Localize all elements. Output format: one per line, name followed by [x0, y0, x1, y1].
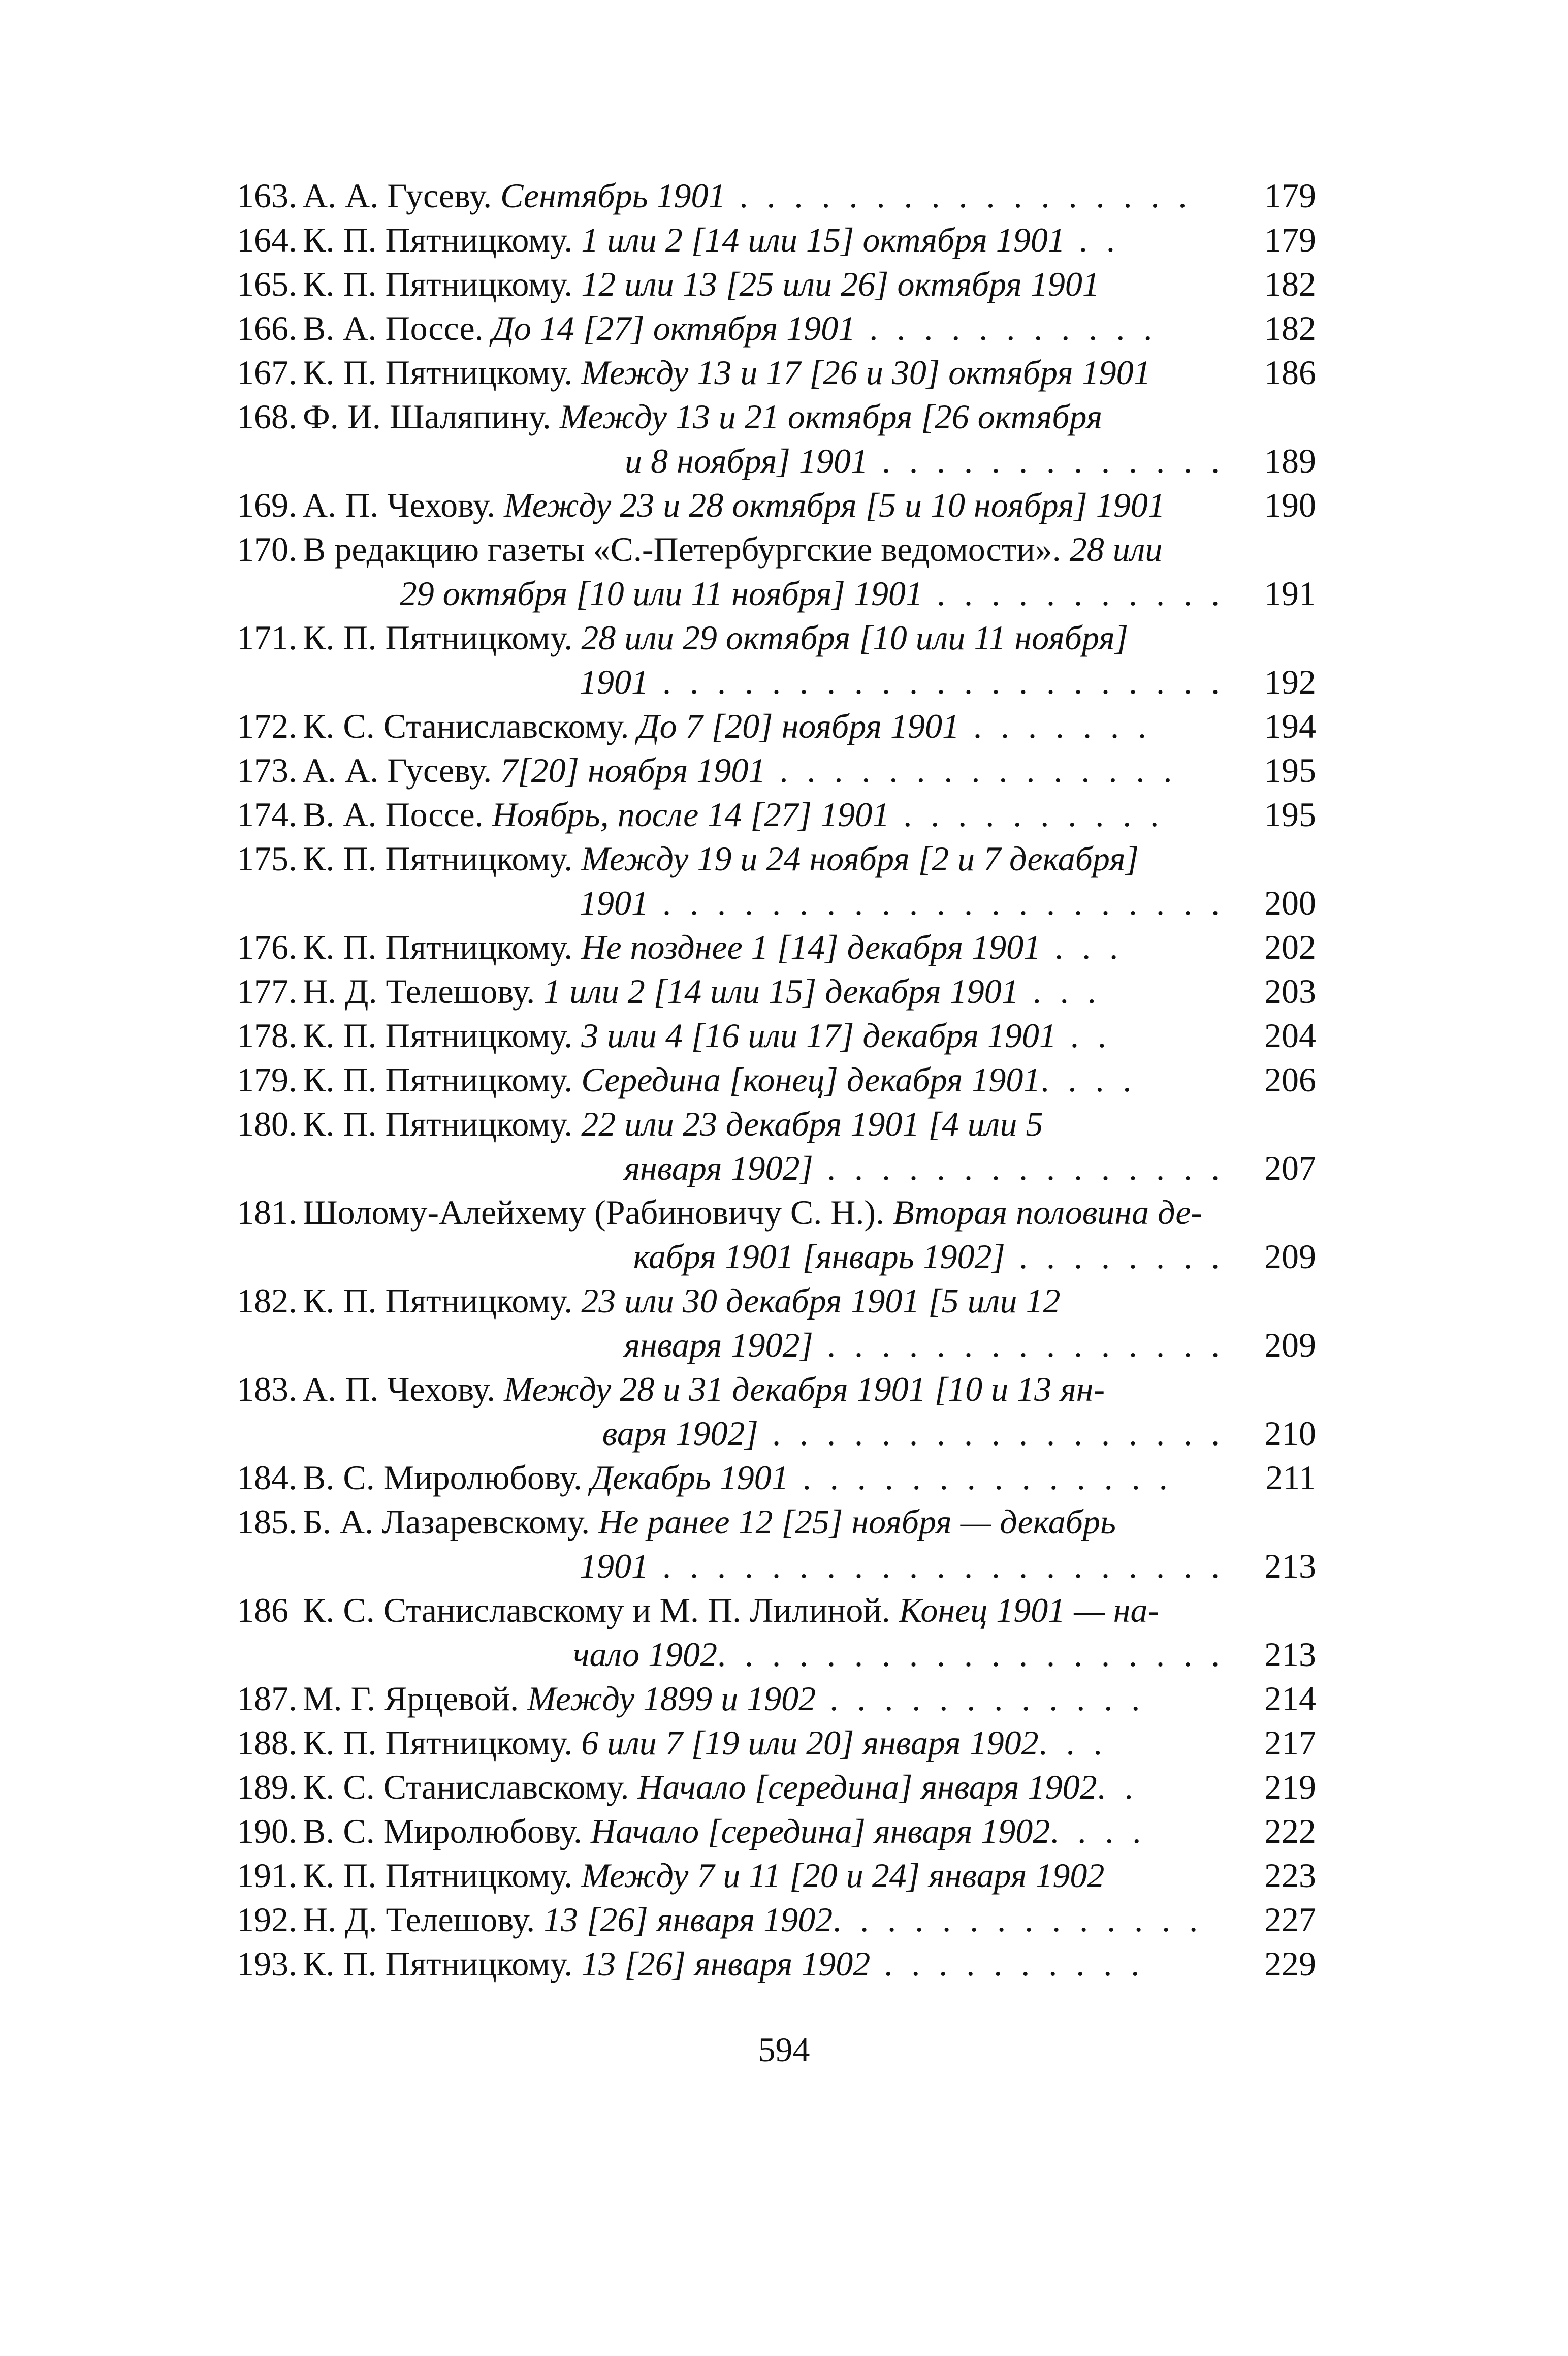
- leader-dots: . . . . . . . . . . . .: [816, 1679, 1145, 1718]
- toc-entry: [237, 1279, 1316, 1367]
- leader-dots: . . . . . . . . . . . . . . .: [813, 1149, 1225, 1187]
- recipient: К. П. Пятницкому.: [303, 1281, 582, 1320]
- letter-date: 23 или 30 декабря 1901 [5 или 12: [581, 1281, 1061, 1320]
- entry-number: 193.: [237, 1944, 297, 1983]
- entry-line: [303, 616, 1225, 660]
- letter-date: Ноябрь, после 14 [27] 1901: [492, 795, 890, 834]
- letter-date: 13 [26] января 1902: [581, 1944, 871, 1983]
- letter-date: Между 13 и 21 октября [26 октября: [559, 397, 1103, 436]
- entry-text: [303, 1721, 1316, 1765]
- entry-text: [303, 1500, 1316, 1588]
- entry-line: [303, 1765, 1316, 1809]
- entry-line: [303, 1014, 1316, 1058]
- leader-dots: . . . .: [1050, 1812, 1146, 1850]
- toc-entry: [237, 306, 1316, 351]
- entry-line: [303, 1190, 1225, 1235]
- page-reference: 179: [1264, 221, 1316, 259]
- entry-line: [303, 1323, 1316, 1367]
- page-reference: 182: [1264, 309, 1316, 348]
- entry-text: [303, 306, 1316, 351]
- letter-date: 12 или 13 [25 или 26] октября 1901: [581, 265, 1100, 303]
- entry-text: [303, 837, 1316, 925]
- table-of-contents: [237, 174, 1316, 1986]
- entry-line: [303, 1146, 1316, 1190]
- recipient: В. С. Миролюбову.: [303, 1812, 591, 1850]
- recipient: А. П. Чехову.: [303, 1370, 504, 1408]
- toc-entry: [237, 1854, 1316, 1898]
- entry-number: 180.: [237, 1105, 297, 1143]
- entry-line: [303, 439, 1316, 483]
- page-reference: 200: [1264, 884, 1316, 922]
- entry-line: [303, 1367, 1225, 1411]
- entry-number: 182.: [237, 1281, 297, 1320]
- letter-date: Сентябрь 1901: [500, 176, 726, 215]
- entry-number: 169.: [237, 486, 297, 524]
- letter-date: 1901: [580, 884, 649, 922]
- recipient: К. П. Пятницкому.: [303, 265, 582, 303]
- entry-text: [303, 793, 1316, 837]
- letter-date: января 1902]: [624, 1149, 813, 1187]
- entry-line: [303, 483, 1316, 527]
- letter-date: Не позднее 1 [14] декабря 1901: [581, 928, 1041, 966]
- entry-line: [303, 881, 1316, 925]
- page-reference: 191: [1264, 574, 1316, 613]
- entry-text: [303, 527, 1316, 616]
- leader-dots: . .: [1056, 1016, 1111, 1055]
- entry-text: [303, 174, 1316, 218]
- entry-number: 166.: [237, 309, 297, 348]
- entry-text: [303, 1058, 1316, 1102]
- entry-text: [303, 1014, 1316, 1058]
- entry-text: [303, 748, 1316, 793]
- entry-text: [303, 1677, 1316, 1721]
- entry-line: [303, 660, 1316, 704]
- entry-number: 177.: [237, 972, 297, 1011]
- entry-text: [303, 1102, 1316, 1190]
- entry-number: 170.: [237, 530, 297, 569]
- page-reference: 179: [1264, 176, 1316, 215]
- letter-date: 7[20] ноября 1901: [500, 751, 766, 790]
- entry-line: [303, 218, 1316, 262]
- toc-entry: [237, 1014, 1316, 1058]
- entry-line: [303, 1809, 1316, 1854]
- recipient: Н. Д. Телешову.: [303, 1900, 544, 1939]
- page-reference: 214: [1264, 1679, 1316, 1718]
- entry-line: [303, 1632, 1316, 1677]
- toc-entry: [237, 483, 1316, 527]
- page-reference: 190: [1264, 486, 1316, 524]
- page-reference: 219: [1264, 1768, 1316, 1806]
- leader-dots: . . . . . . .: [959, 707, 1151, 745]
- recipient: Шолому-Алейхему (Рабиновичу С. Н.).: [303, 1193, 893, 1232]
- letter-date: 13 [26] января 1902: [543, 1900, 833, 1939]
- recipient: Б. А. Лазаревскому.: [303, 1502, 599, 1541]
- recipient: В редакцию газеты «С.-Петербургские ведомости».: [303, 530, 1070, 569]
- toc-entry: [237, 925, 1316, 969]
- letter-date: Середина [конец] декабря 1901: [581, 1060, 1041, 1099]
- entry-line: [303, 527, 1225, 572]
- page-reference: 222: [1264, 1812, 1316, 1850]
- toc-entry: [237, 837, 1316, 925]
- letter-date: чало 1902: [573, 1635, 717, 1674]
- page-reference: 204: [1264, 1016, 1316, 1055]
- entry-line: [303, 1588, 1225, 1632]
- recipient: К. С. Станиславскому.: [303, 707, 638, 745]
- entry-line: [303, 1058, 1316, 1102]
- letter-date: Между 1899 и 1902: [527, 1679, 816, 1718]
- recipient: М. Г. Ярцевой.: [303, 1679, 528, 1718]
- page-reference: 209: [1264, 1326, 1316, 1364]
- letter-date: 28 или: [1069, 530, 1163, 569]
- entry-number: 174.: [237, 795, 297, 834]
- page-number: 594: [758, 2030, 810, 2069]
- toc-entry: [237, 1677, 1316, 1721]
- entry-text: [303, 483, 1316, 527]
- letter-date: января 1902]: [624, 1326, 813, 1364]
- entry-number: 167.: [237, 353, 297, 392]
- entry-line: [303, 1235, 1316, 1279]
- entry-number: 172.: [237, 707, 297, 745]
- recipient: К. П. Пятницкому.: [303, 1060, 582, 1099]
- entry-line: [303, 306, 1316, 351]
- letter-date: Между 7 и 11 [20 и 24] января 1902: [581, 1856, 1105, 1895]
- entry-line: [303, 748, 1316, 793]
- entry-number: 187.: [237, 1679, 297, 1718]
- leader-dots: . . . . . . . . . . . . .: [868, 442, 1225, 480]
- page-reference: 217: [1264, 1723, 1316, 1762]
- entry-text: [303, 1854, 1316, 1898]
- entry-number: 173.: [237, 751, 297, 790]
- leader-dots: . . . . . . . . . . . . . .: [788, 1458, 1173, 1497]
- entry-line: [303, 1544, 1316, 1588]
- page-reference: 210: [1264, 1414, 1316, 1453]
- page-reference: 211: [1265, 1458, 1316, 1497]
- entry-line: [303, 1854, 1316, 1898]
- toc-entry: [237, 1500, 1316, 1588]
- page-reference: 213: [1264, 1635, 1316, 1674]
- entry-number: 176.: [237, 928, 297, 966]
- leader-dots: . . . . . . . . . . . . . . . . . . .: [717, 1635, 1225, 1674]
- leader-dots: . . . . . . . . . . . . . . .: [765, 751, 1177, 790]
- recipient: А. А. Гусеву.: [303, 751, 501, 790]
- entry-line: [303, 1411, 1316, 1456]
- toc-entry: [237, 704, 1316, 748]
- entry-text: [303, 616, 1316, 704]
- toc-entry: [237, 1102, 1316, 1190]
- entry-number: 192.: [237, 1900, 297, 1939]
- entry-number: 188.: [237, 1723, 297, 1762]
- page-reference: 182: [1264, 265, 1316, 303]
- leader-dots: . . . . . . . . . . . . . . . . .: [725, 176, 1192, 215]
- recipient: В. С. Миролюбову.: [303, 1458, 591, 1497]
- entry-line: [303, 925, 1316, 969]
- recipient: К. П. Пятницкому.: [303, 1105, 582, 1143]
- entry-line: [303, 262, 1316, 306]
- letter-date: Вторая половина де-: [892, 1193, 1203, 1232]
- entry-number: 183.: [237, 1370, 297, 1408]
- entry-number: 181.: [237, 1193, 297, 1232]
- toc-entry: [237, 395, 1316, 483]
- toc-entry: [237, 1721, 1316, 1765]
- entry-text: [303, 351, 1316, 395]
- toc-entry: [237, 793, 1316, 837]
- leader-dots: . . . . . . . . . . . . . . . . .: [758, 1414, 1225, 1453]
- toc-entry: [237, 748, 1316, 793]
- entry-number: 168.: [237, 397, 297, 436]
- entry-line: [303, 351, 1316, 395]
- recipient: К. П. Пятницкому.: [303, 839, 582, 878]
- page-reference: 195: [1264, 795, 1316, 834]
- leader-dots: . . .: [1041, 928, 1124, 966]
- entry-text: [303, 1279, 1316, 1367]
- page-reference: 206: [1264, 1060, 1316, 1099]
- entry-text: [303, 704, 1316, 748]
- letter-date: Между 13 и 17 [26 и 30] октября 1901: [581, 353, 1151, 392]
- leader-dots: . . .: [1038, 1723, 1107, 1762]
- entry-line: [303, 395, 1225, 439]
- recipient: К. П. Пятницкому.: [303, 353, 582, 392]
- leader-dots: . . . . . . . . . . . . . . . . . . . . .: [649, 663, 1225, 701]
- page-reference: 202: [1264, 928, 1316, 966]
- entry-text: [303, 1367, 1316, 1456]
- toc-entry: [237, 1190, 1316, 1279]
- entry-number: 164.: [237, 221, 297, 259]
- page-reference: 195: [1264, 751, 1316, 790]
- page-reference: 209: [1264, 1237, 1316, 1276]
- entry-text: [303, 1942, 1316, 1986]
- leader-dots: . . . . . . . . . . . . . . . . . . . . .: [649, 884, 1225, 922]
- recipient: К. П. Пятницкому.: [303, 928, 582, 966]
- recipient: А. П. Чехову.: [303, 486, 504, 524]
- entry-line: [303, 174, 1316, 218]
- page-reference: 213: [1264, 1547, 1316, 1585]
- toc-entry: [237, 218, 1316, 262]
- page-reference: 194: [1264, 707, 1316, 745]
- letter-date: Декабрь 1901: [590, 1458, 789, 1497]
- entry-number: 185.: [237, 1502, 297, 1541]
- entry-number: 165.: [237, 265, 297, 303]
- entry-text: [303, 1898, 1316, 1942]
- page-reference: 227: [1264, 1900, 1316, 1939]
- toc-entry: [237, 1765, 1316, 1809]
- recipient: К. П. Пятницкому.: [303, 1856, 582, 1895]
- toc-entry: [237, 351, 1316, 395]
- entry-text: [303, 1456, 1316, 1500]
- entry-number: 191.: [237, 1856, 297, 1895]
- entry-line: [303, 793, 1316, 837]
- entry-number: 186: [237, 1591, 289, 1629]
- entry-line: [303, 969, 1316, 1014]
- entry-text: [303, 1190, 1316, 1279]
- toc-entry: [237, 1588, 1316, 1677]
- letter-date: До 14 [27] октября 1901: [492, 309, 856, 348]
- entry-number: 179.: [237, 1060, 297, 1099]
- page-reference: 189: [1264, 442, 1316, 480]
- recipient: А. А. Гусеву.: [303, 176, 501, 215]
- toc-entry: [237, 1898, 1316, 1942]
- letter-date: Начало [середина] января 1902: [590, 1812, 1050, 1850]
- recipient: К. П. Пятницкому.: [303, 1944, 582, 1983]
- page-reference: 223: [1264, 1856, 1316, 1895]
- recipient: К. П. Пятницкому.: [303, 1723, 582, 1762]
- letter-date: варя 1902]: [602, 1414, 758, 1453]
- entry-text: [303, 969, 1316, 1014]
- entry-line: [303, 572, 1316, 616]
- letter-date: Между 19 и 24 ноября [2 и 7 декабря]: [581, 839, 1139, 878]
- entry-number: 184.: [237, 1458, 297, 1497]
- toc-entry: [237, 262, 1316, 306]
- leader-dots: . . . . . . . . . . .: [855, 309, 1158, 348]
- leader-dots: . . . . . . . . . . .: [923, 574, 1225, 613]
- entry-number: 175.: [237, 839, 297, 878]
- entry-line: [303, 837, 1225, 881]
- entry-line: [303, 1898, 1316, 1942]
- entry-line: [303, 1279, 1225, 1323]
- toc-entry: [237, 174, 1316, 218]
- toc-entry: [237, 1058, 1316, 1102]
- letter-date: До 7 [20] ноября 1901: [637, 707, 959, 745]
- recipient: К. П. Пятницкому.: [303, 221, 582, 259]
- recipient: К. П. Пятницкому.: [303, 618, 582, 657]
- page-reference: 229: [1264, 1944, 1316, 1983]
- toc-entry: [237, 1367, 1316, 1456]
- letter-date: 1901: [580, 1547, 649, 1585]
- recipient: В. А. Поссе.: [303, 309, 492, 348]
- toc-entry: [237, 1809, 1316, 1854]
- letter-date: 6 или 7 [19 или 20] января 1902: [581, 1723, 1039, 1762]
- entry-text: [303, 218, 1316, 262]
- leader-dots: . . . . . . . . . .: [870, 1944, 1145, 1983]
- entry-number: 171.: [237, 618, 297, 657]
- letter-date: 1901: [580, 663, 649, 701]
- entry-text: [303, 262, 1316, 306]
- entry-number: 178.: [237, 1016, 297, 1055]
- page-reference: 186: [1264, 353, 1316, 392]
- page-reference: 203: [1264, 972, 1316, 1011]
- recipient: К. С. Станиславскому.: [303, 1768, 638, 1806]
- entry-text: [303, 395, 1316, 483]
- leader-dots: . . . . . . . . . . . . . .: [833, 1900, 1203, 1939]
- toc-entry: [237, 969, 1316, 1014]
- entry-line: [303, 1102, 1225, 1146]
- leader-dots: . .: [1065, 221, 1120, 259]
- letter-date: кабря 1901 [январь 1902]: [633, 1237, 1005, 1276]
- letter-date: Между 23 и 28 октября [5 и 10 ноября] 1901: [504, 486, 1165, 524]
- leader-dots: . .: [1097, 1768, 1138, 1806]
- recipient: К. С. Станиславскому и М. П. Лилиной.: [303, 1591, 899, 1629]
- letter-date: и 8 ноября] 1901: [625, 442, 868, 480]
- letter-date: Начало [середина] января 1902: [637, 1768, 1097, 1806]
- entry-number: 190.: [237, 1812, 297, 1850]
- recipient: Н. Д. Телешову.: [303, 972, 544, 1011]
- recipient: Ф. И. Шаляпину.: [303, 397, 560, 436]
- entry-line: [303, 1500, 1225, 1544]
- letter-date: 28 или 29 октября [10 или 11 ноября]: [581, 618, 1129, 657]
- leader-dots: . . . .: [1040, 1060, 1137, 1099]
- page-reference: 207: [1264, 1149, 1316, 1187]
- entry-text: [303, 1809, 1316, 1854]
- letter-date: 3 или 4 [16 или 17] декабря 1901: [581, 1016, 1057, 1055]
- toc-entry: [237, 527, 1316, 616]
- letter-date: Конец 1901 — на-: [899, 1591, 1160, 1629]
- entry-line: [303, 1677, 1316, 1721]
- recipient: К. П. Пятницкому.: [303, 1016, 582, 1055]
- entry-line: [303, 1456, 1316, 1500]
- leader-dots: . . . . . . . . . . . . . . . . . . . . .: [649, 1547, 1225, 1585]
- letter-date: 1 или 2 [14 или 15] октября 1901: [581, 221, 1065, 259]
- toc-entry: [237, 1942, 1316, 1986]
- leader-dots: . . . . . . . .: [1005, 1237, 1225, 1276]
- letter-date: 29 октября [10 или 11 ноября] 1901: [399, 574, 923, 613]
- toc-entry: [237, 1456, 1316, 1500]
- entry-line: [303, 1942, 1316, 1986]
- letter-date: Между 28 и 31 декабря 1901 [10 и 13 ян-: [504, 1370, 1105, 1408]
- entry-text: [303, 1588, 1316, 1677]
- toc-entry: [237, 616, 1316, 704]
- entry-number: 163.: [237, 176, 297, 215]
- entry-text: [303, 1765, 1316, 1809]
- leader-dots: . . .: [1018, 972, 1101, 1011]
- entry-line: [303, 704, 1316, 748]
- entry-line: [303, 1721, 1316, 1765]
- letter-date: 1 или 2 [14 или 15] декабря 1901: [543, 972, 1019, 1011]
- letter-date: Не ранее 12 [25] ноября — декабрь: [598, 1502, 1116, 1541]
- recipient: В. А. Поссе.: [303, 795, 492, 834]
- letter-date: 22 или 23 декабря 1901 [4 или 5: [581, 1105, 1043, 1143]
- page-reference: 192: [1264, 663, 1316, 701]
- leader-dots: . . . . . . . . . . . . . . .: [813, 1326, 1225, 1364]
- leader-dots: . . . . . . . . . .: [889, 795, 1164, 834]
- entry-text: [303, 925, 1316, 969]
- entry-number: 189.: [237, 1768, 297, 1806]
